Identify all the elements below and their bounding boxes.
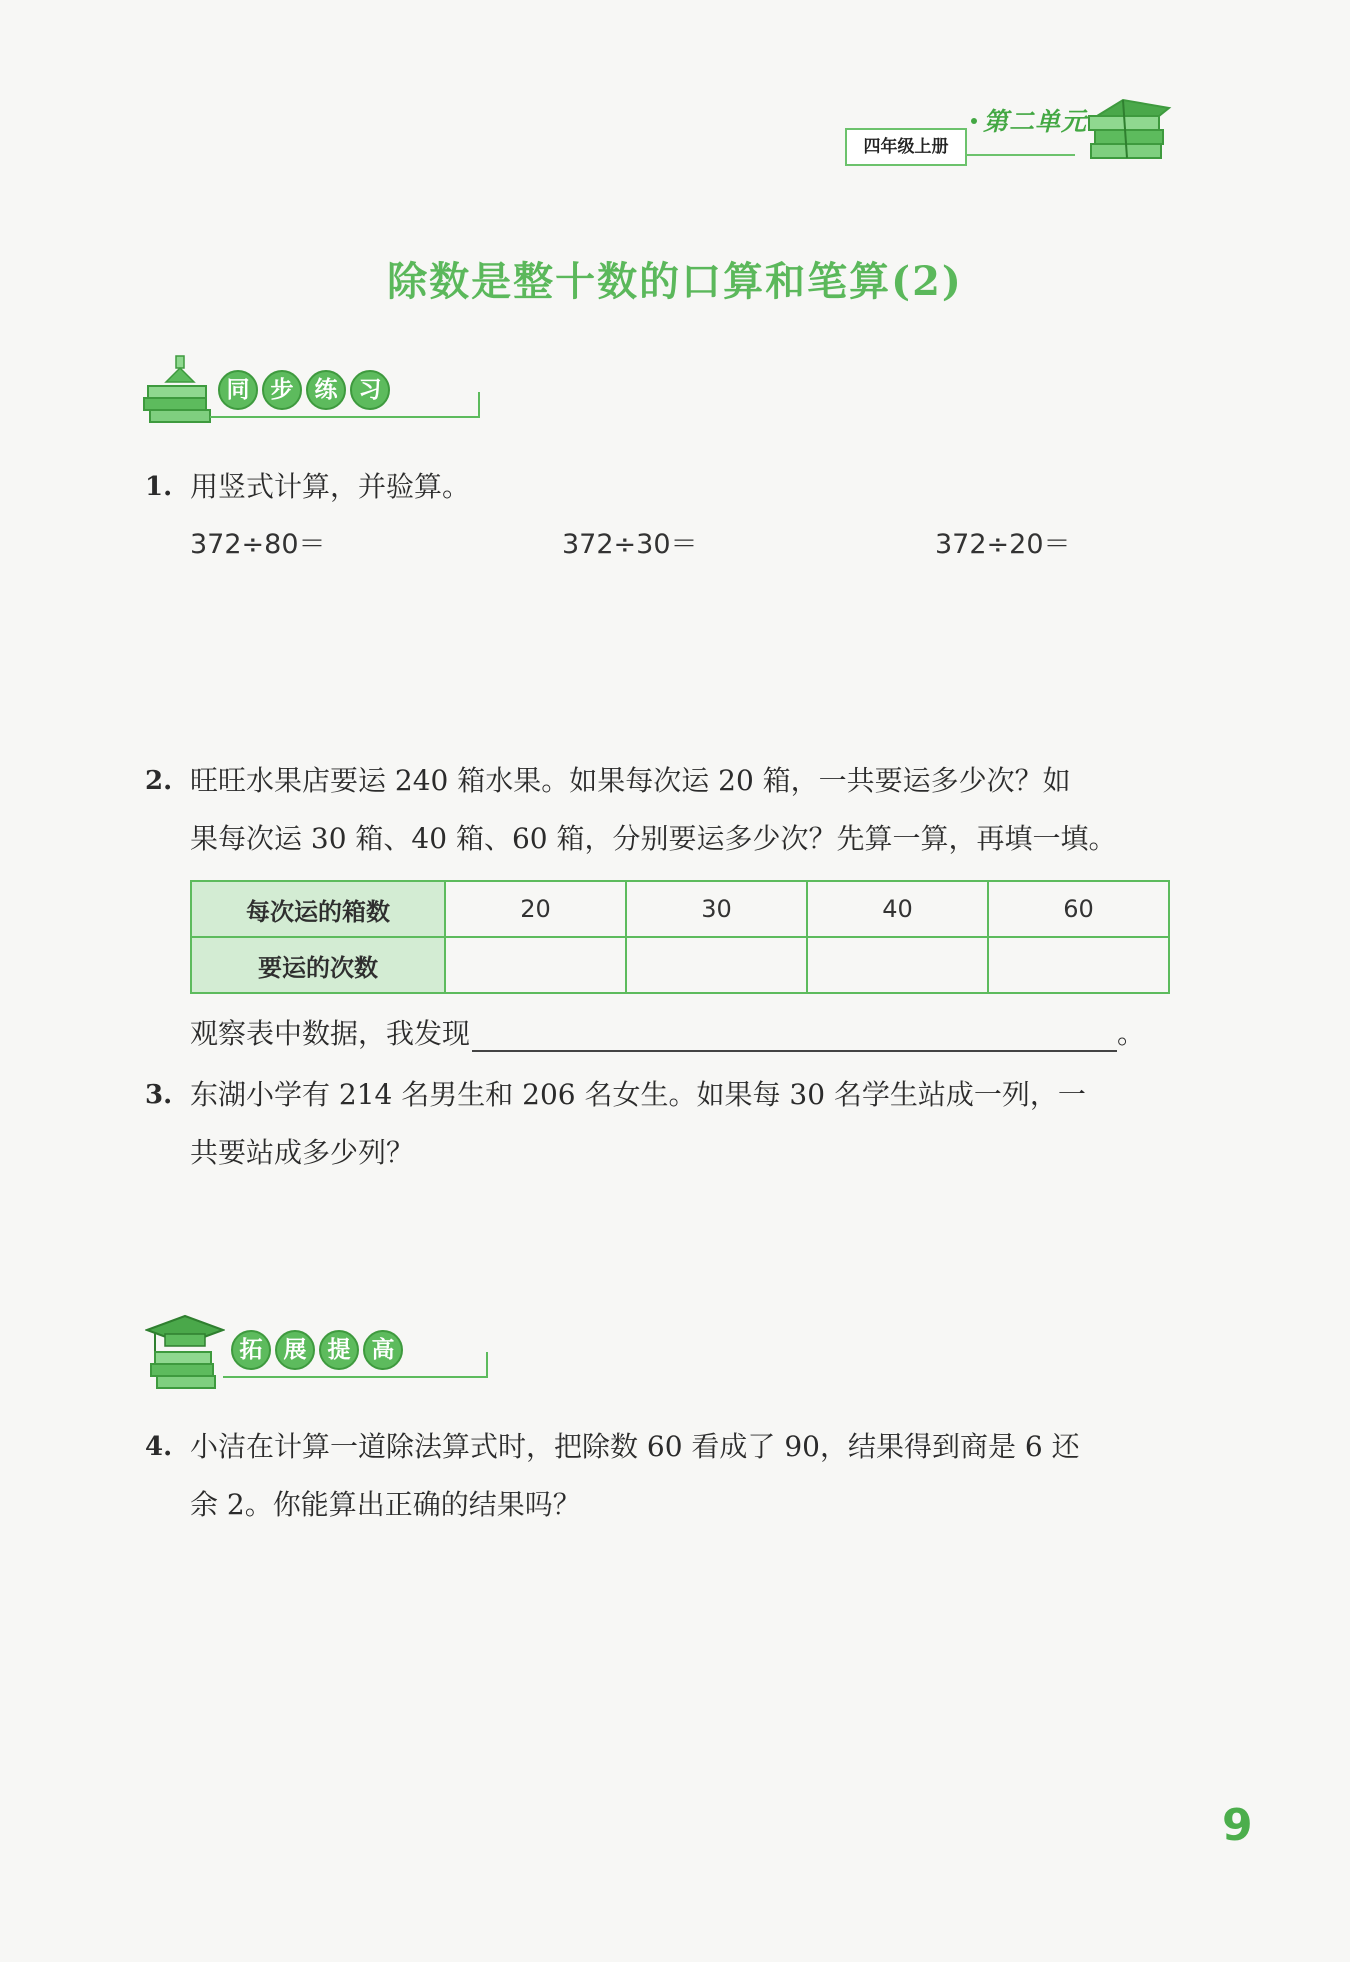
table-row-header: 每次运的箱数 bbox=[191, 881, 445, 937]
question-text-line1: 东湖小学有 214 名男生和 206 名女生。如果每 30 名学生站成一列，一 bbox=[190, 1078, 1086, 1111]
question-text-line2: 余 2。你能算出正确的结果吗？ bbox=[190, 1488, 581, 1521]
question-3 bbox=[145, 1066, 1175, 1182]
page-number: 9 bbox=[1222, 1800, 1253, 1851]
section-header-extension bbox=[145, 1312, 490, 1392]
section-char: 习 bbox=[350, 370, 390, 410]
section-char: 步 bbox=[262, 370, 302, 410]
observation-end: 。 bbox=[1117, 1017, 1146, 1050]
table-row bbox=[191, 881, 1169, 937]
answer-cell[interactable] bbox=[445, 937, 626, 993]
expression-1: 372÷80＝ bbox=[190, 529, 326, 560]
section-tick bbox=[478, 392, 480, 418]
question-text-line2: 共要站成多少列？ bbox=[190, 1136, 415, 1169]
table-row-header: 要运的次数 bbox=[191, 937, 445, 993]
question-number: 3. bbox=[145, 1080, 173, 1110]
expression-2: 372÷30＝ bbox=[562, 529, 698, 560]
question-number: 4. bbox=[145, 1432, 173, 1462]
table-cell: 60 bbox=[988, 881, 1169, 937]
table-cell: 40 bbox=[807, 881, 988, 937]
section-tick bbox=[486, 1352, 488, 1378]
section-char: 同 bbox=[218, 370, 258, 410]
question-2 bbox=[145, 752, 1175, 868]
question-1 bbox=[145, 458, 1175, 516]
question-number: 2. bbox=[145, 766, 173, 796]
question-text-line2: 果每次运 30 箱、40 箱、60 箱，分别要运多少次？先算一算，再填一填。 bbox=[190, 822, 1117, 855]
question-text-line1: 旺旺水果店要运 240 箱水果。如果每次运 20 箱，一共要运多少次？如 bbox=[190, 764, 1071, 797]
answer-cell[interactable] bbox=[807, 937, 988, 993]
section-char: 提 bbox=[319, 1330, 359, 1370]
question-number: 1. bbox=[145, 472, 173, 502]
observation-prompt: 观察表中数据，我发现 bbox=[190, 1017, 471, 1050]
table-cell: 30 bbox=[626, 881, 807, 937]
expression-3: 372÷20＝ bbox=[935, 529, 1071, 560]
unit-label: 第二单元 bbox=[983, 107, 1088, 136]
section-char: 高 bbox=[363, 1330, 403, 1370]
answer-cell[interactable] bbox=[626, 937, 807, 993]
unit-badge bbox=[845, 92, 1175, 172]
book-lamp-icon bbox=[140, 352, 220, 432]
grade-label: 四年级上册 bbox=[845, 128, 967, 166]
data-table bbox=[190, 880, 1170, 994]
section-char: 拓 bbox=[231, 1330, 271, 1370]
question-4 bbox=[145, 1418, 1175, 1534]
badge-line bbox=[965, 154, 1075, 156]
question-text-line1: 小洁在计算一道除法算式时，把除数 60 看成了 90，结果得到商是 6 还 bbox=[190, 1430, 1080, 1463]
section-header-practice bbox=[140, 352, 480, 432]
section-underline bbox=[223, 1376, 488, 1378]
page-title: 除数是整十数的口算和笔算(2) bbox=[387, 258, 963, 305]
observation-line bbox=[190, 1012, 1145, 1052]
graduation-cap-books-icon bbox=[145, 1312, 225, 1392]
section-title-extension bbox=[231, 1330, 403, 1370]
table-row bbox=[191, 937, 1169, 993]
section-underline bbox=[210, 416, 480, 418]
section-title-practice bbox=[218, 370, 390, 410]
answer-blank[interactable] bbox=[472, 1020, 1117, 1052]
table-cell: 20 bbox=[445, 881, 626, 937]
section-char: 展 bbox=[275, 1330, 315, 1370]
answer-cell[interactable] bbox=[988, 937, 1169, 993]
section-char: 练 bbox=[306, 370, 346, 410]
question-text: 用竖式计算，并验算。 bbox=[190, 470, 471, 503]
books-stack-icon bbox=[1083, 92, 1175, 172]
badge-dot bbox=[971, 118, 977, 124]
